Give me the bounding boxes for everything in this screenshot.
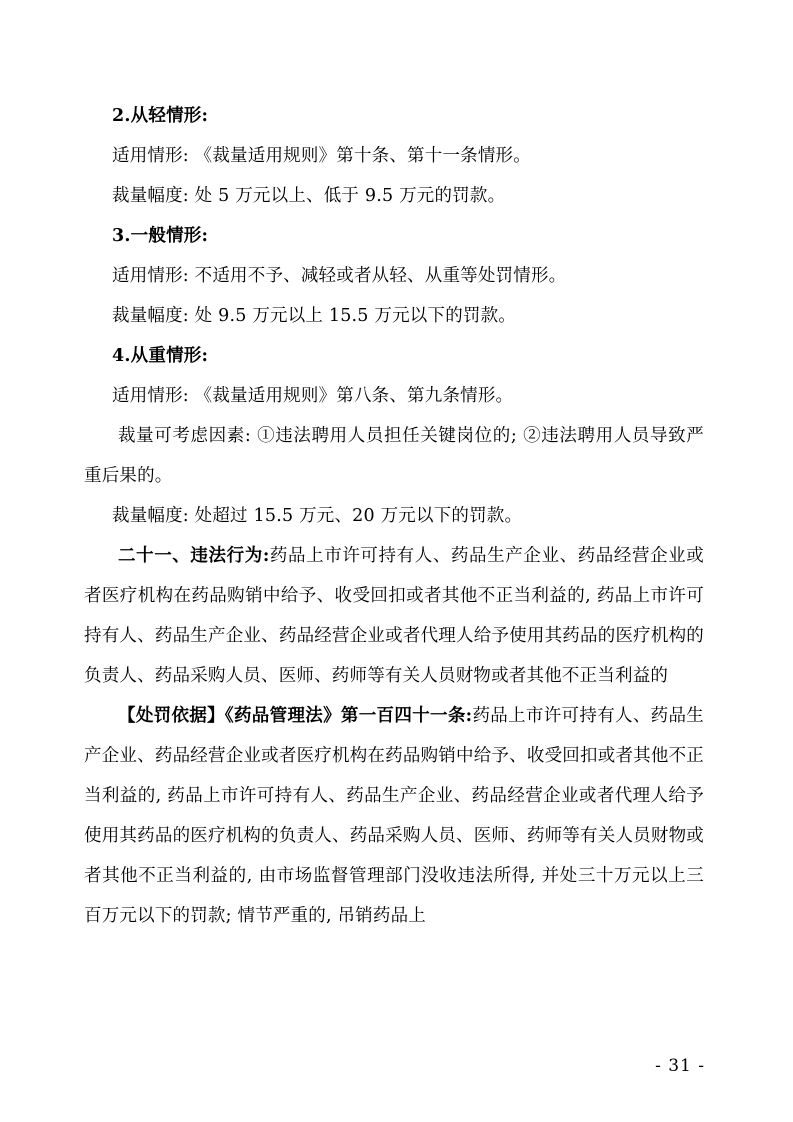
section-heading-mitigating: 2.从轻情形: xyxy=(112,106,209,126)
applicable-situation-general: 适用情形: 不适用不予、减轻或者从轻、从重等处罚情形。 xyxy=(112,266,567,286)
section-heading-general: 3.一般情形: xyxy=(112,226,209,246)
page-number: - 31 - xyxy=(655,1056,705,1076)
violation-item-21 xyxy=(84,536,704,696)
violation-item-21-text: 药品上市许可持有人、药品生产企业、药品经营企业或者医疗机构在药品购销中给予、收受回扣或者其他不正当利益的, 药品上市许可持有人、药品生产企业、药品经营企业或者代理人给予使用其药品的医疗机构的负责人、药品采购人员、医师、药师等有关人员财物或者其他不正当利益的 xyxy=(84,546,704,686)
discretion-range-general: 裁量幅度: 处 9.5 万元以上 15.5 万元以下的罚款。 xyxy=(112,306,517,326)
penalty-basis-block xyxy=(84,696,704,936)
penalty-basis-lead: 【处罚依据】《药品管理法》第一百四十一条: xyxy=(118,706,473,726)
discretion-factors-aggravating: 裁量可考虑因素: ①违法聘用人员担任关键岗位的; ②违法聘用人员导致严重后果的。 xyxy=(84,426,704,486)
applicable-situation-mitigating: 适用情形: 《裁量适用规则》第十条、第十一条情形。 xyxy=(112,146,531,166)
discretion-range-aggravating: 裁量幅度: 处超过 15.5 万元、20 万元以下的罚款。 xyxy=(112,506,523,526)
applicable-situation-aggravating: 适用情形: 《裁量适用规则》第八条、第九条情形。 xyxy=(112,386,514,406)
discretion-range-mitigating: 裁量幅度: 处 5 万元以上、低于 9.5 万元的罚款。 xyxy=(112,186,506,206)
document-body xyxy=(84,96,704,936)
section-heading-aggravating: 4.从重情形: xyxy=(112,346,209,366)
violation-item-21-lead: 二十一、违法行为: xyxy=(118,546,270,566)
penalty-basis-text: 药品上市许可持有人、药品生产企业、药品经营企业或者医疗机构在药品购销中给予、收受回扣或者其他不正当利益的, 药品上市许可持有人、药品生产企业、药品经营企业或者代理人给予使用其药品的医疗机构的负责人、药品采购人员、医师、药师等有关人员财物或者其他不正当利益的, 由市场监督管理部门没收违法所得, 并处三十万元以上三百万元以下的罚款; 情节严重的, 吊销药品上 xyxy=(84,706,704,926)
